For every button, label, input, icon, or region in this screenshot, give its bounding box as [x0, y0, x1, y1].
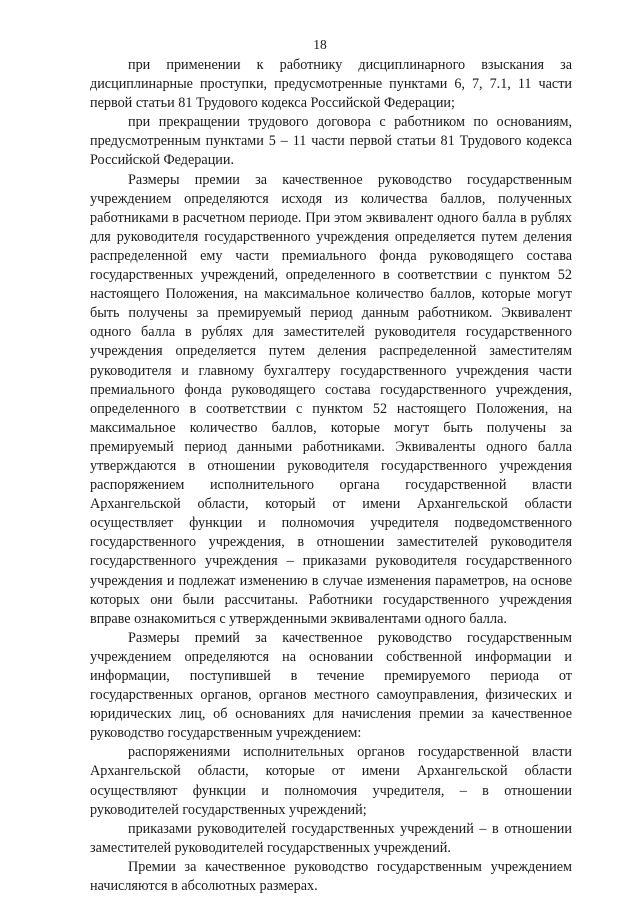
page-number: 18: [313, 37, 327, 52]
paragraph-disciplinary-penalty: при применении к работнику дисциплинарного взыскания за дисциплинарные проступки, предусмотренные пунктами 6, 7, 7.1, 11 части первой статьи 81 Трудового кодекса Российской Федерации;: [90, 57, 572, 112]
document-body: [90, 56, 572, 896]
paragraph-regional-orders: распоряжениями исполнительных органов государственной власти Архангельской области, которые от имени Архангельской области осуществляют функции и полномочия учредителя, – в отношении руководителей государственных учреждений;: [90, 744, 572, 818]
paragraph-absolute-amounts: Премии за качественное руководство государственным учреждением начисляются в абсолютных размерах.: [90, 858, 572, 895]
paragraph-contract-termination: при прекращении трудового договора с работником по основаниям, предусмотренным пунктами 5 – 11 части первой статьи 81 Трудового кодекса Российской Федерации.: [90, 114, 572, 169]
paragraph-institution-orders: приказами руководителей государственных учреждений – в отношении заместителей руководителей государственных учреждений.: [90, 820, 572, 856]
paragraph-bonus-determination-basis: Размеры премий за качественное руководство государственным учреждением определяются на основании собственной информации и информации, поступившей в течение премируемого периода от государственных органов, органов местного самоуправления, физических и юридических лиц, об основаниях для начисления премии за качественное руководство государственным учреждением:: [90, 629, 572, 742]
paragraph-bonus-points-equivalent: Размеры премии за качественное руководство государственным учреждением определяются исходя из количества баллов, полученных работниками в расчетном периоде. При этом эквивалент одного балла в рублях для руководителя государственного учреждения определяется путем деления распределенной ему части премиального фонда руководящего состава государственных учреждений, определенного в соответствии с пунктом 52 настоящего Положения, на максимальное количество баллов, которые могут быть получены за премируемый период данным работником. Эквивалент одного балла в рублях для заместителей руководителя государственного учреждения определяется путем деления распределенной заместителям руководителя и главному бухгалтеру государственного учреждения части премиального фонда руководящего состава государственного учреждения, определенного в соответствии с пунктом 52 настоящего Положения, на максимальное количество баллов, которые могут быть получены за премируемый период данными работниками. Эквиваленты одного балла утверждаются в отношении руководителя государственного учреждения распоряжением исполнительного органа государственной власти Архангельской области, который от имени Архангельской области осуществляет функции и полномочия учредителя подведомственного государственного учреждения, в отношении заместителей руководителя государственного учреждения – приказами руководителя государственного учреждения и подлежат изменению в случае изменения параметров, на основе которых они были рассчитаны. Работники государственного учреждения вправе ознакомиться с утвержденными эквивалентами одного балла.: [90, 171, 572, 627]
